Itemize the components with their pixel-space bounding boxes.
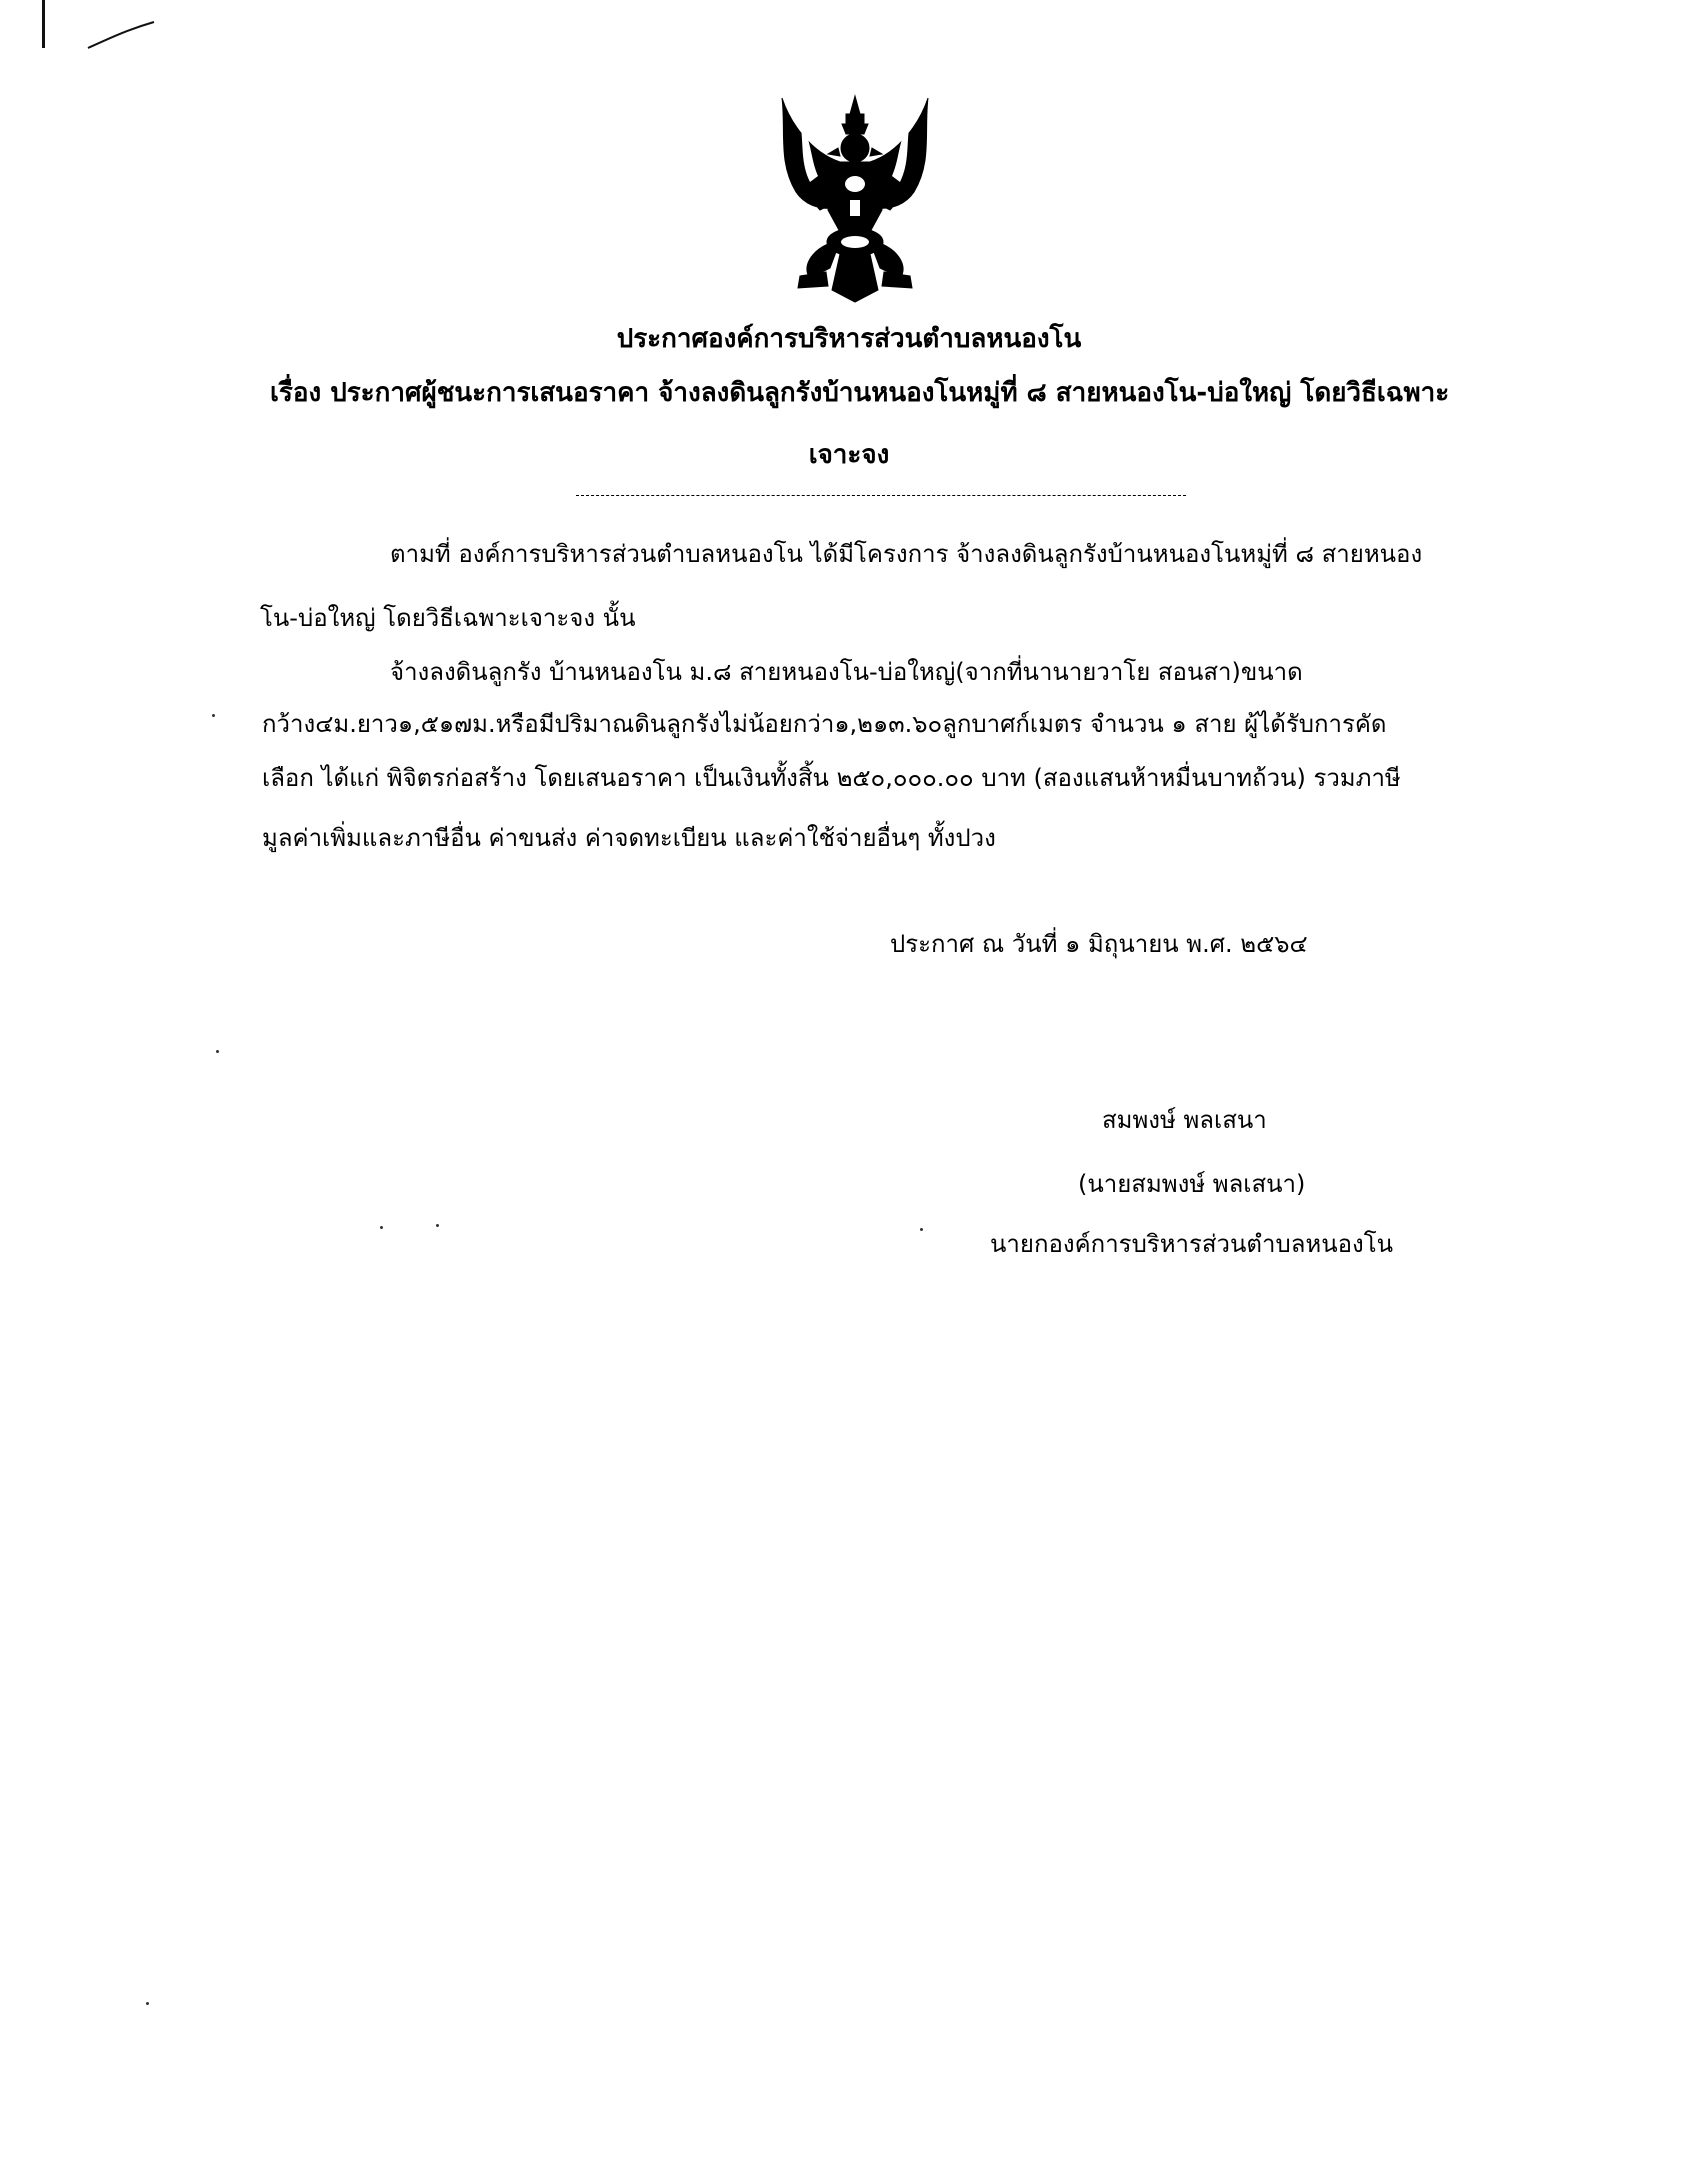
scan-artifact-mark xyxy=(42,0,45,48)
paragraph-2-line-1: จ้างลงดินลูกรัง บ้านหนองโน ม.๘ สายหนองโน-บ่อใหญ่(จากที่นานายวาโย สอนสา)ขนาด xyxy=(390,658,1303,686)
scan-speck xyxy=(216,1050,219,1053)
scan-speck xyxy=(146,2002,149,2005)
paragraph-1-line-2: โน-บ่อใหญ่ โดยวิธีเฉพาะเจาะจง นั้น xyxy=(260,604,636,632)
garuda-emblem-icon xyxy=(770,92,940,304)
signature-name: สมพงษ์ พลเสนา xyxy=(1102,1106,1267,1134)
signatory-position: นายกองค์การบริหารส่วนตำบลหนองโน xyxy=(990,1230,1394,1258)
scan-speck xyxy=(212,714,215,717)
signatory-full-name: (นายสมพงษ์ พลเสนา) xyxy=(1078,1170,1306,1198)
dashed-divider xyxy=(576,495,1186,496)
paragraph-2-line-2: กว้าง๔ม.ยาว๑,๕๑๗ม.หรือมีปริมาณดินลูกรังไม่น้อยกว่า๑,๒๑๓.๖๐ลูกบาศก์เมตร จำนวน ๑ สาย ผู้ได้รับการคัด xyxy=(262,710,1387,738)
scan-speck xyxy=(436,1224,439,1227)
paragraph-1-line-1: ตามที่ องค์การบริหารส่วนตำบลหนองโน ได้มีโครงการ จ้างลงดินลูกรังบ้านหนองโนหมู่ที่ ๘ สายหนอง xyxy=(390,540,1423,568)
paragraph-2-line-4: มูลค่าเพิ่มและภาษีอื่น ค่าขนส่ง ค่าจดทะเบียน และค่าใช้จ่ายอื่นๆ ทั้งปวง xyxy=(262,824,996,852)
scan-artifact-stroke xyxy=(86,20,156,52)
scan-speck xyxy=(380,1226,383,1229)
subject-continuation: เจาะจง xyxy=(808,440,890,470)
announcement-date: ประกาศ ณ วันที่ ๑ มิถุนายน พ.ศ. ๒๕๖๔ xyxy=(890,930,1308,958)
paragraph-2-line-3: เลือก ได้แก่ พิจิตรก่อสร้าง โดยเสนอราคา เป็นเงินทั้งสิ้น ๒๕๐,๐๐๐.๐๐ บาท (สองแสนห้าหมื่นบาทถ้วน) รวมภาษี xyxy=(262,764,1401,792)
scan-speck xyxy=(920,1228,923,1231)
subject-line: เรื่อง ประกาศผู้ชนะการเสนอราคา จ้างลงดินลูกรังบ้านหนองโนหมู่ที่ ๘ สายหนองโน-บ่อใหญ่ โดยวิธีเฉพาะ xyxy=(270,378,1450,408)
announcement-title: ประกาศองค์การบริหารส่วนตำบลหนองโน xyxy=(616,324,1082,354)
